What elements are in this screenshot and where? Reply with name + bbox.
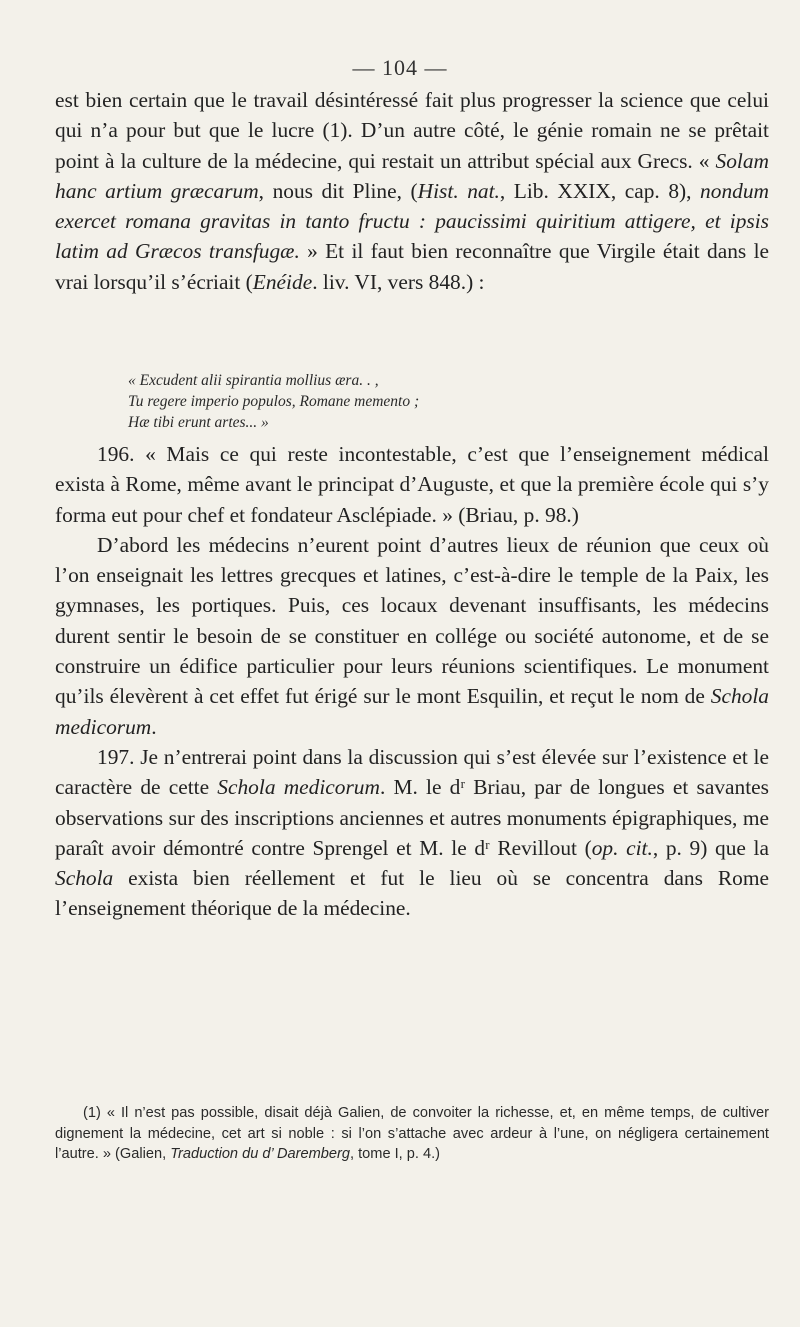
- paragraph-196: [55, 439, 769, 530]
- citation-abbrev: op. cit.: [591, 835, 653, 860]
- text-run: , nous dit Pline, (: [258, 178, 418, 203]
- paragraph-197: [55, 742, 769, 924]
- latin-phrase: Solam hanc artium græcarum: [55, 148, 769, 203]
- text-run: . liv. VI, vers 848.) :: [312, 269, 485, 294]
- citation-title: Enéide: [252, 269, 313, 294]
- text-run: est bien certain que le travail désintéressé fait plus progresser la science que celui qui n’a pour but que le lucre (1). D’un autre côté, le génie romain ne se prêtait point à la culture de la médecine, qui restait un attribut spécial aux Grecs. «: [55, 88, 769, 173]
- text-run: 197. Je n’entrerai point dans la discussion qui s’est élevée sur l’existence et le caractère de cette: [55, 744, 769, 800]
- text-run: , Lib. XXIX, cap. 8),: [499, 178, 701, 203]
- citation-title: Hist. nat.: [417, 178, 500, 203]
- paragraph-dabord: [55, 530, 769, 742]
- body-paragraphs: [55, 439, 769, 924]
- text-run: , p. 9) que la: [652, 835, 769, 860]
- latin-term: Schola medicorum: [55, 684, 769, 739]
- virgil-quotation: [128, 370, 728, 433]
- latin-quote: nondum exercet romana gravitas in tanto fructu : paucissimi quiritium attigere, et ipsis latim ad Græcos transfugæ.: [55, 178, 769, 264]
- opening-paragraph-block: [55, 85, 769, 297]
- paragraph-pliny-virgil: [55, 85, 769, 297]
- latin-term: Schola: [55, 866, 114, 891]
- text-run: . M. le dʳ Briau, par de longues et savantes observations sur des inscriptions anciennes et autres monuments épigraphiques, me paraît avoir démontré contre Sprengel et M. le dʳ Revillout (: [55, 775, 769, 860]
- text-run: exista bien réellement et fut le lieu où se concentra dans Rome l’enseignement théorique de la médecine.: [55, 866, 769, 921]
- latin-term: Schola medicorum: [217, 775, 380, 800]
- text-run: D’abord les médecins n’eurent point d’autres lieux de réunion que ceux où l’on enseignait les lettres grecques et latines, c’est-à-dire le temple de la Paix, les gymnases, les portiques. Puis, ces locaux devenant insuffisants, les médecins durent sentir le besoin de se constituer en collége ou société autonome, et de se construire un édifice particulier pour leurs réunions scientifiques. Le monument qu’ils élevèrent à cet effet fut érigé sur le mont Esquilin, et reçut le nom de: [55, 532, 769, 709]
- footnote: [55, 1103, 769, 1165]
- citation-title: Traduction du d’ Daremberg: [170, 1146, 351, 1162]
- text-run: » Et il faut bien reconnaître que Virgile était dans le vrai lorsqu’il s’écriait (: [55, 239, 770, 294]
- quote-line-1: « Excudent alii spirantia mollius æra. . ,: [128, 372, 379, 389]
- quote-line-2: Tu regere imperio populos, Romane memento ;: [128, 393, 420, 410]
- text-run: , tome I, p. 4.): [350, 1146, 441, 1162]
- page-number: — 104 —: [352, 55, 448, 80]
- text-run: (1) « Il n’est pas possible, disait déjà Galien, de convoiter la richesse, et, en même temps, de cultiver dignement la médecine, cet art si noble : si l’on s’attache avec ardeur à l’une, on négligera certainement l’autre. » (Galien,: [55, 1105, 769, 1162]
- quote-line-3: Hæ tibi erunt artes... »: [128, 414, 269, 431]
- text-run: 196. « Mais ce qui reste incontestable, c’est que l’enseignement médical exista à Rome, même avant le principat d’Auguste, et que la première école qui s’y forma eut pour chef et fondateur Asclépiade. » (Briau, p. 98.): [55, 442, 769, 527]
- text-run: .: [151, 714, 157, 739]
